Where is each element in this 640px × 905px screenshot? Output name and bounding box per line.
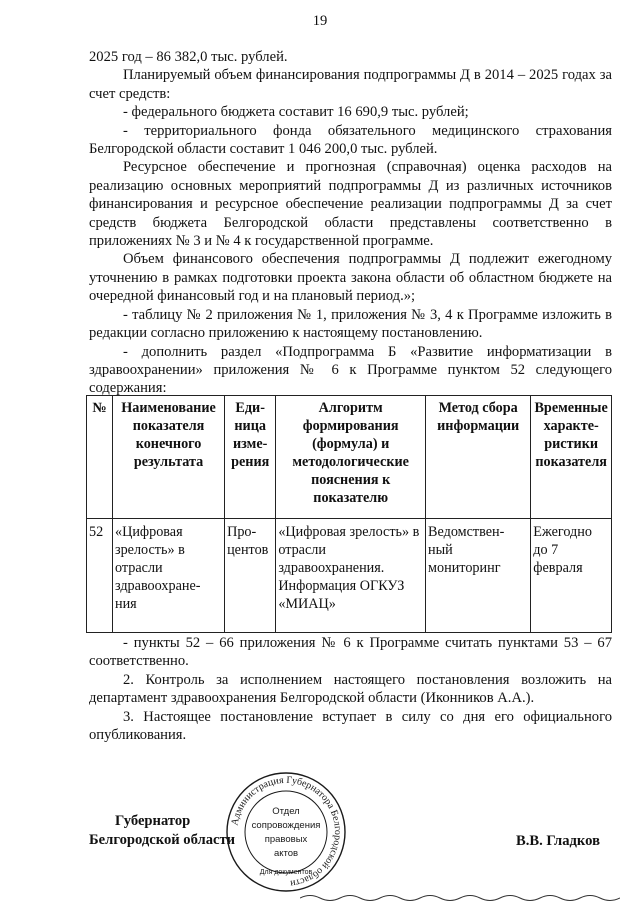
stamp-ring-text: Администрация Губернатора Белгородской области — [229, 774, 344, 889]
paragraph-territorial-fund: - территориального фонда обязательного медицинского страхования Белгородской области составит 1 046 200,0 тыс. рублей. — [89, 122, 612, 158]
signature-scribble — [300, 892, 620, 902]
table-row — [87, 519, 612, 633]
stamp-line-4: актов — [273, 848, 299, 859]
cell-unit: Про-центов — [225, 519, 276, 633]
cell-algorithm: «Цифровая зрелость» в отрасли здравоохранения. Информация ОГКУЗ «МИАЦ» — [276, 519, 426, 633]
signature-title-line1: Губернатор — [115, 813, 191, 829]
signature-title-line2: Белгородской области — [89, 832, 236, 848]
official-seal-stamp — [224, 770, 348, 894]
paragraph-financing: Планируемый объем финансирования подпрограммы Д в 2014 – 2025 годах за счет средств: — [89, 67, 612, 102]
header-indicator-name: Наименование показателя конечного результата — [112, 396, 224, 519]
indicator-table — [86, 395, 612, 633]
stamp-line-3: правовых — [264, 834, 308, 845]
stamp-bottom-text: Для документов — [259, 869, 313, 876]
header-number: № — [87, 396, 113, 519]
paragraph-table-2: - таблицу № 2 приложения № 1, приложения № 3, 4 к Программе изложить в редакции согласно приложению к настоящему постановлению. — [89, 306, 612, 342]
paragraph-2025: 2025 год – 86 382,0 тыс. рублей. — [89, 49, 288, 65]
body-text-bottom — [89, 634, 612, 744]
cell-time-characteristics: Ежегодно до 7 февраля — [531, 519, 612, 633]
paragraph-federal-budget: - федерального бюджета составит 16 690,9 тыс. рублей; — [123, 104, 469, 121]
paragraph-effective-date: 3. Настоящее постановление вступает в силу со дня его официального опубликования. — [89, 708, 612, 744]
table-header-row — [87, 396, 612, 519]
paragraph-supplement-section: - дополнить раздел «Подпрограмма Б «Развитие информатизации в здравоохранении» приложения № 6 к Программе пунктом 52 следующего содержания: — [89, 343, 612, 397]
page-number: 19 — [312, 13, 328, 29]
signatory-name: В.В. Гладков — [516, 833, 600, 849]
signature-title — [89, 812, 235, 850]
body-text-top — [89, 48, 612, 398]
header-time-characteristics: Временные характе-ристики показателя — [531, 396, 612, 519]
header-algorithm: Алгоритм формирования (формула) и методологические пояснения к показателю — [276, 396, 426, 519]
stamp-line-1: Отдел — [272, 806, 300, 817]
cell-number: 52 — [87, 519, 113, 633]
paragraph-control: 2. Контроль за исполнением настоящего постановления возложить на департамент здравоохранения Белгородской области (Иконников А.А.). — [89, 671, 612, 707]
cell-collection-method: Ведомствен-ный мониторинг — [426, 519, 531, 633]
header-unit: Еди-ница изме-рения — [225, 396, 276, 519]
paragraph-resource-support: Ресурсное обеспечение и прогнозная (справочная) оценка расходов на реализацию основных мероприятий подпрограммы Д из различных источников финансирования и ресурсное обеспечение реализации подпрограммы Д за счет средств бюджета Белгородской области представлены соответственно в приложениях № 3 и № 4 к государственной программе. — [89, 159, 612, 250]
paragraph-annual-refinement: Объем финансового обеспечения подпрограммы Д подлежит ежегодному уточнению в рамках подготовки проекта закона области об областном бюджете на очередной финансовый год и на плановый период.»; — [89, 251, 612, 305]
stamp-line-2: сопровождения — [251, 820, 321, 831]
cell-indicator-name: «Цифровая зрелость» в отрасли здравоохране-ния — [112, 519, 224, 633]
header-collection-method: Метод сбора информации — [426, 396, 531, 519]
paragraph-renumbering: - пункты 52 – 66 приложения № 6 к Программе считать пунктами 53 – 67 соответственно. — [89, 635, 612, 670]
